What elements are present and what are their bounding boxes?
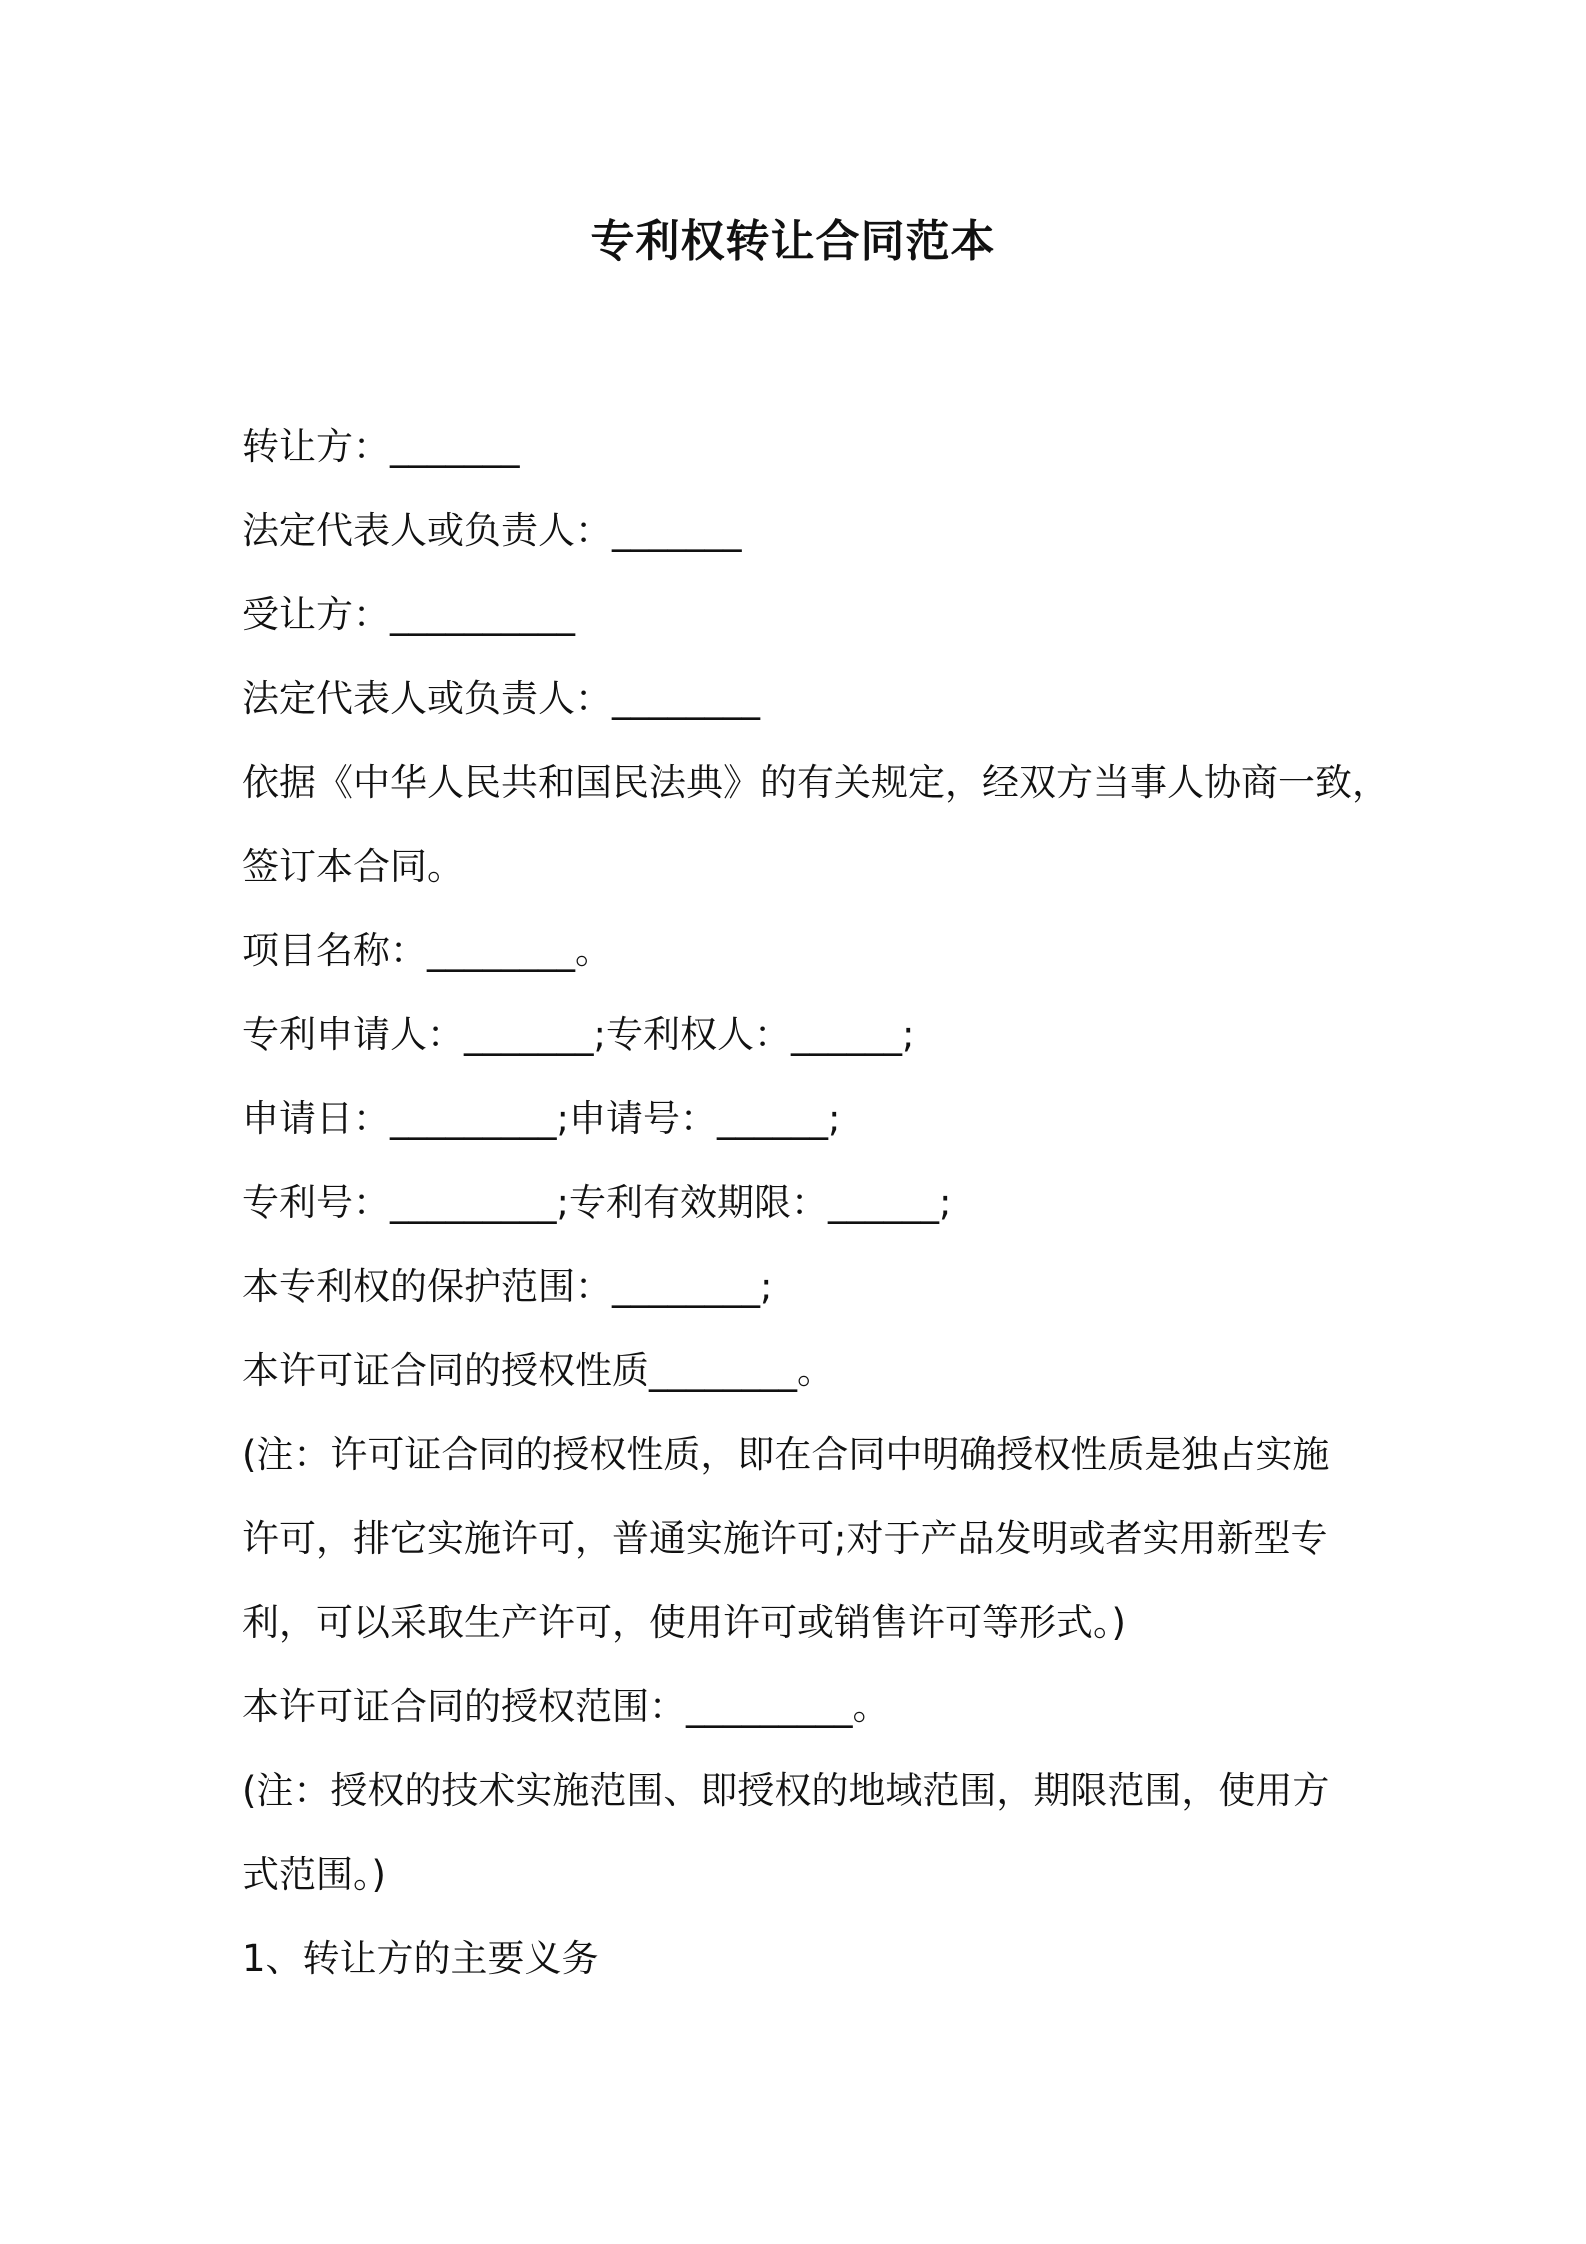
legal-basis-continuation: 签订本合同。 (242, 845, 464, 888)
project-name-line: 项目名称：________。 (242, 929, 612, 972)
license-nature-note-line-2: 许可，排它实施许可，普通实施许可;对于产品发明或者实用新型专 (242, 1517, 1328, 1560)
license-nature-note-line-1: (注：许可证合同的授权性质，即在合同中明确授权性质是独占实施 (242, 1433, 1330, 1476)
transferor-line: 转让方：_______ (242, 425, 520, 468)
patent-number-line: 专利号：_________;专利有效期限：______; (242, 1181, 952, 1224)
license-scope-note-line-2: 式范围。) (242, 1853, 386, 1896)
license-nature-line: 本许可证合同的授权性质________。 (242, 1349, 834, 1392)
license-scope-note-line-1: (注：授权的技术实施范围、即授权的地域范围，期限范围，使用方 (242, 1769, 1330, 1812)
license-scope-line: 本许可证合同的授权范围：_________。 (242, 1685, 890, 1728)
patent-applicant-line: 专利申请人：_______;专利权人：______; (242, 1013, 915, 1056)
document-title: 专利权转让合同范本 (590, 216, 996, 267)
application-date-line: 申请日：_________;申请号：______; (242, 1097, 841, 1140)
transferee-representative-line: 法定代表人或负责人：________ (242, 677, 760, 720)
section-heading: 1、转让方的主要义务 (242, 1937, 599, 1980)
transferee-line: 受让方：__________ (242, 593, 575, 636)
license-nature-note-line-3: 利，可以采取生产许可，使用许可或销售许可等形式。) (242, 1601, 1126, 1644)
legal-basis-line: 依据《中华人民共和国民法典》的有关规定，经双方当事人协商一致， (242, 761, 1389, 804)
protection-scope-line: 本专利权的保护范围：________; (242, 1265, 773, 1308)
transferor-representative-line: 法定代表人或负责人：_______ (242, 509, 742, 552)
document-body (242, 405, 1389, 2001)
